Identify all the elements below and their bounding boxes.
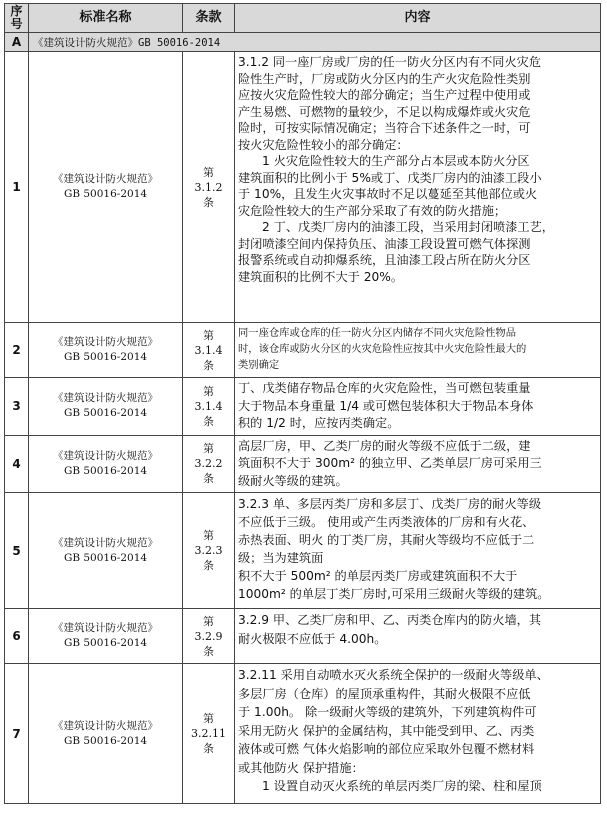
section-no: A (5, 33, 29, 52)
clause-prefix: 第 (203, 529, 214, 542)
clause (183, 378, 235, 436)
clause-prefix: 第 (203, 165, 214, 179)
standard-code: GB 50016-2014 (63, 351, 148, 363)
clause-suffix: 条 (203, 472, 214, 486)
standard-title: 《建筑设计防火规范》 (53, 173, 158, 185)
row-no: 1 (5, 52, 29, 323)
table-row (5, 493, 601, 609)
content-line: 报警系统或自动抑爆系统，且油漆工段占所在防火分区 (238, 253, 531, 267)
content-line: 级耐火等级的建筑。 (238, 473, 348, 488)
row-no: 5 (5, 493, 29, 609)
clause-prefix: 第 (203, 614, 214, 628)
table-row (5, 664, 601, 804)
clause-suffix: 条 (203, 195, 214, 209)
content-line: 产生易燃、可燃物的量较少，不足以构成爆炸或火灾危 (238, 104, 531, 119)
clause-number: 3.1.2 (194, 180, 223, 194)
table-row (5, 609, 601, 664)
clause (183, 52, 235, 323)
standard-title: 《建筑设计防火规范》 (53, 536, 158, 549)
content-line: 或其他防火 保护措施： (238, 760, 364, 775)
standard-code: GB 50016-2014 (63, 551, 148, 564)
table-row (5, 52, 601, 323)
standard-code: GB 50016-2014 (63, 734, 148, 747)
row-no: 4 (5, 435, 29, 493)
content-line: 积的 1/2 时，应按丙类确定。 (238, 416, 400, 430)
standard-name (29, 323, 183, 378)
content-line: 类别确定 (238, 359, 280, 371)
content-cell (235, 323, 601, 378)
clause (183, 664, 235, 804)
content-line: 1 设置自动灭火系统的单层丙类厂房的梁、柱和屋顶 (262, 779, 542, 793)
clause-number: 3.2.3 (194, 544, 223, 557)
content-cell (235, 493, 601, 609)
content-line: 级；当为建筑面 (238, 551, 324, 565)
standard-title: 《建筑设计防火规范》 (53, 449, 158, 462)
clause (183, 323, 235, 378)
content-line: 险性生产时，厂房或防火分区内的生产火灾危险性类别 (238, 71, 531, 86)
content-line: 灾危险性较大的生产部分采取了有效的防火措施； (238, 203, 507, 218)
content-cell (235, 664, 601, 804)
standard-name (29, 664, 183, 804)
header-name: 标准名称 (29, 4, 183, 33)
content-line: 赤热表面、明火 的丁类厂房，其耐火等级均不应低于二 (238, 533, 535, 547)
header-clause: 条款 (183, 4, 235, 33)
clause-suffix: 条 (203, 644, 214, 658)
clause-prefix: 第 (203, 328, 214, 342)
header-no (5, 4, 29, 33)
header-no-text: 序号 (10, 4, 23, 31)
content-line: 时，该仓库或防火分区的火灾危险性应按其中火灾危险性最大的 (238, 343, 527, 355)
content-line: 液体或可燃 气体火焰影响的部位应采取外包覆不燃材料 (238, 742, 535, 756)
standard-title: 《建筑设计防火规范》 (53, 392, 158, 405)
content-line: 高层厂房，甲、乙类厂房的耐火等级不应低于二级，建 (238, 438, 531, 453)
content-line: 不应低于三级。 使用或产生丙类液体的厂房和有火花、 (238, 515, 535, 529)
content-line: 3.2.3 单、多层丙类厂房和多层丁、戊类厂房的耐火等级 (238, 497, 542, 511)
standards-table (4, 3, 601, 804)
standard-code: GB 50016-2014 (63, 637, 148, 649)
content-line: 1 火灾危险性较大的生产部分占本层或本防火分区 (262, 154, 530, 168)
row-no: 7 (5, 664, 29, 804)
content-line: 1000m² 的单层丁类厂房时,可采用三级耐火等级的建筑。 (238, 587, 550, 601)
content-line: 3.2.9 甲、乙类厂房和甲、乙、丙类仓库内的防火墙，其 (238, 613, 542, 627)
content-line: 筑面积不大于 300m² 的独立甲、乙类单层厂房可采用三 (238, 456, 542, 470)
standard-code: GB 50016-2014 (63, 464, 148, 477)
clause-number: 3.2.11 (191, 727, 226, 740)
clause-number: 3.1.4 (194, 343, 223, 357)
content-line: 3.2.11 采用自动喷水灭火系统全保护的一级耐火等级单、 (238, 668, 549, 682)
content-line: 建筑面积的比例小于 5%或丁、戊类厂房内的油漆工段小 (238, 170, 542, 185)
clause-prefix: 第 (203, 384, 214, 398)
content-cell (235, 435, 601, 493)
clause-prefix: 第 (203, 442, 214, 456)
content-line: 多层厂房（仓库）的屋顶承重构件，其耐火极限不应低 (238, 686, 531, 701)
standard-code: GB 50016-2014 (63, 188, 148, 200)
clause-number: 3.1.4 (194, 399, 223, 413)
clause-suffix: 条 (203, 358, 214, 372)
standard-name (29, 493, 183, 609)
clause-suffix: 条 (203, 742, 214, 755)
clause-number: 3.2.2 (194, 457, 223, 471)
content-line: 应按火灾危险性较大的部分确定；当生产过程中使用或 (238, 88, 531, 102)
clause-suffix: 条 (203, 559, 214, 572)
header-content: 内容 (235, 4, 601, 33)
section-title: 《建筑设计防火规范》GB 50016-2014 (29, 33, 601, 52)
content-line: 大于物品本身重量 1/4 或可燃包装体积大于物品本身体 (238, 398, 534, 413)
table-row (5, 378, 601, 436)
content-line: 同一座仓库或仓库的任一防火分区内储存不同火灾危险性物品 (238, 327, 517, 339)
standard-name (29, 609, 183, 664)
standard-title: 《建筑设计防火规范》 (53, 719, 158, 732)
standard-name (29, 52, 183, 323)
header-row (5, 4, 601, 33)
content-line: 建筑面积的比例不大于 20%。 (238, 269, 404, 284)
table-row (5, 435, 601, 493)
content-line: 于 1.00h。 除一级耐火等级的建筑外，下列建筑构件可 (238, 705, 537, 719)
content-line: 3.1.2 同一座厂房或厂房的任一防火分区内有不同火灾危 (238, 55, 542, 69)
row-no: 6 (5, 609, 29, 664)
content-line: 按火灾危险性较小的部分确定： (238, 137, 409, 152)
content-line: 积不大于 500m² 的单层丙类厂房或建筑面积不大于 (238, 569, 518, 583)
content-cell (235, 378, 601, 436)
table-row (5, 323, 601, 378)
clause (183, 435, 235, 493)
clause-suffix: 条 (203, 414, 214, 428)
content-cell (235, 609, 601, 664)
standard-title: 《建筑设计防火规范》 (53, 336, 158, 348)
content-line: 丁、戊类储存物品仓库的火灾危险性，当可燃包装重量 (238, 381, 531, 395)
clause-number: 3.2.9 (194, 629, 223, 643)
clause-prefix: 第 (203, 712, 214, 725)
clause (183, 493, 235, 609)
row-no: 3 (5, 378, 29, 436)
content-line: 封闭喷漆空间内保持负压、油漆工段设置可燃气体探测 (238, 236, 531, 251)
row-no: 2 (5, 323, 29, 378)
content-line: 于 10%，且发生火灾事故时不足以蔓延至其他部位或火 (238, 187, 538, 201)
standard-name (29, 435, 183, 493)
standard-code: GB 50016-2014 (63, 407, 148, 420)
content-line: 耐火极限不应低于 4.00h。 (238, 632, 387, 646)
section-row (5, 33, 601, 52)
content-line: 采用无防火 保护的金属结构，其中能受到甲、乙、丙类 (238, 723, 535, 738)
content-cell (235, 52, 601, 323)
standard-name (29, 378, 183, 436)
content-line: 险时，可按实际情况确定；当符合下述条件之一时，可 (238, 121, 531, 135)
standard-title: 《建筑设计防火规范》 (53, 622, 158, 634)
content-line: 2 丁、戊类厂房内的油漆工段，当采用封闭喷漆工艺， (262, 220, 554, 234)
clause (183, 609, 235, 664)
